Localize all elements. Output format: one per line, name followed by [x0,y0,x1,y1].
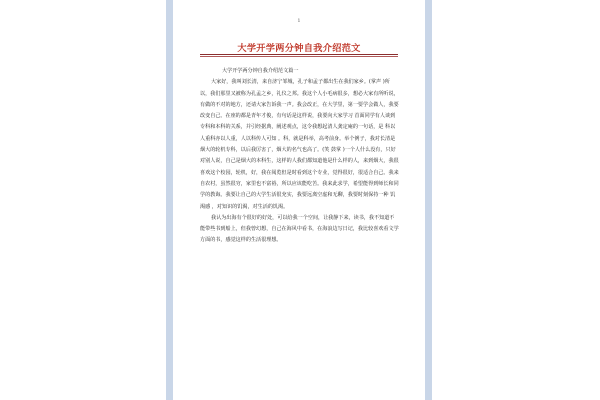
title-underline-inner [200,56,398,57]
paragraph: 我认为出海有个很好的好处，可以给我一个空间，让我静下来，读书，我不知道不能带些书到船上，但我曾幻想，自己在海风中看书，在海浪边写日记，我比较喜欢看文学方面的书，感觉这样的生活很理想。 [200,214,399,244]
section-heading: 大学开学两分钟自我介绍范文篇一 [222,68,299,74]
document-body [200,66,399,247]
page-number: 1 [297,18,301,24]
document-page [173,0,425,400]
title-underline [200,54,398,55]
paragraph: 大家好，我叫刘长清，来自济宁邹城，孔子和孟子都出生在我们家乡。(掌声 )所以，我们那里又被称为孔孟之乡，礼仪之邦。我这个人小毛病很多，想必大家有所听说，有做的不对的地方，还请大家告诉我一声。我会改正，在大学里，第一要学会做人，我要改变自己。在座的都是青年才俊，有句话是这样说，我要向大家学习 首面同学有人谈到专科和本科的关系，并引经据典，阐述观点，这令我想起清人龚定庵的一句话，是 科以人重科亦以人重，人以科传人可知 。科，就是科举，高考前身。举个例子，我对长清是烟大的轮机专科，以后我厉害了，烟大的名气也高了。(笑 鼓掌 )一个人什么没有，只好对别人说，自己是烟大的本科生，这样的人我们都知道他是什么样的人，来到烟大，我很喜欢这个校园，轮机，好，我在阅览但是时看到这个专业，觉得很好，很适合自己。我来自农村，虽然很穷，家里也不富裕，所以应该能吃苦。我来此求学，希望能得到师长和同学的教诲。我要让自己的大学生活很充实，我要远离空虚和无聊，我要时刻保持一种 饥渴感 ，对知识的饥渴，对生活的饥渴。 [200,79,399,210]
document-title: 大学开学两分钟自我介绍范文 [237,43,361,54]
